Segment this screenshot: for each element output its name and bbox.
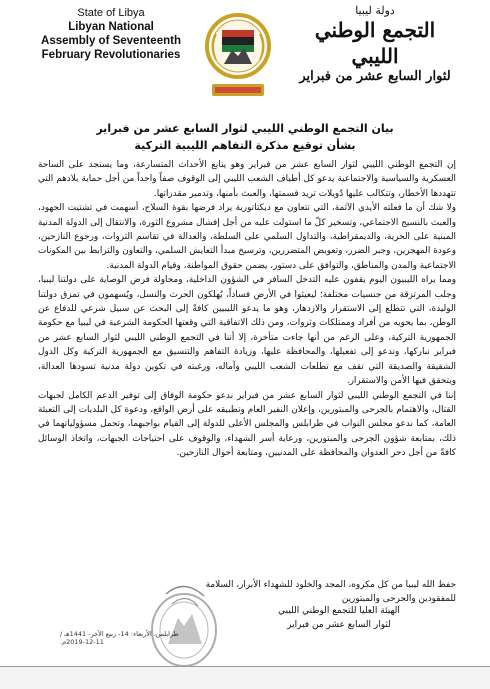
letterhead-ar-sub: لثوار السابع عشر من فبراير <box>299 69 451 84</box>
date-line: طرابلس، الأربعاء: 14- ربيع الآخر- 1441هـ / 11-12-2019م. <box>60 630 179 646</box>
paragraph: ولا شك أن ما فعلته الأيدي الآثمة، التي تتعاون مع ديكتاتورية يراد فرضها بقوة السلاح، أسهمت في تشتيت الجهود، والعبث بالنسيج الاجتماعي، وتسخير كلّ ما استولت عليه من أجل إفشال مشروع الثورة، والانتقال إلى الدولة المدنية المبنية على الحرية، والديمقراطية، والتداول السلمي على السلطة، والعدالة في تقاسم الثروات، ورجوع النازحين، وعودة المهجرين، وجبر الضرر، وتعويض المتضررين، وترسيخ مبدأ التعايش السلمي، والتعاون والترابط بين المكونات الاجتماعية والمدن والمناطق، والتوافق على دستور، يضمن حقوق المواطنة، وقيام الدولة المدنية. <box>38 203 456 271</box>
statement-title <box>0 120 490 154</box>
title-line-2: بشأن توقيع مذكرة التفاهم الليبية التركية <box>134 139 356 152</box>
letterhead-en-line4: February Revolutionaries <box>41 49 181 61</box>
title-line-1: بيان التجمع الوطني الليبي لثوار السابع عشر من فبراير <box>96 122 394 135</box>
assembly-emblem-icon <box>202 4 274 104</box>
signature-block <box>254 604 424 632</box>
statement-body <box>38 158 456 461</box>
letterhead-ar-name: التجمع الوطني الليبي <box>314 18 436 68</box>
arabic-letterhead <box>290 4 460 84</box>
letterhead-en-line3: Assembly of Seventeenth <box>41 35 181 47</box>
official-stamp-icon <box>146 574 222 674</box>
letterhead-ar-state: دولة ليبيا <box>355 4 395 17</box>
paragraph: إننا في التجمع الوطني الليبي لثوار السابع عشر من فبراير ندعو حكومة الوفاق إلى توفير الدعم الكامل لجبهات القتال، والاهتمام بالجرحى والمبتورين، وإعلان النفير العام وتطبيقه على أرض الواقع، ودعوة كل البلديات إلى التعبئة العامة، كما ندعو مجلس النواب في طرابلس والمجلس الأعلى للدولة إلى القيام بواجبهما، وتحمل مسؤولياتهما في ذلك، بمتابعة شؤون الجرحى والمبتورين، ورعاية أسر الشهداء، والوقوف على احتياجات الجبهات، واتخاذ الوسائل كافةً من أجل دحر العدوان والمحافظة على المدنيين، ومتابعة أحوال النازحين. <box>38 390 456 459</box>
english-letterhead <box>36 6 186 62</box>
letterhead-en-line1: State of Libya <box>77 7 145 19</box>
letterhead <box>0 0 490 112</box>
signature-line-1: الهيئة العليا للتجمع الوطني الليبي <box>278 606 400 616</box>
paragraph: ومما يراه الليبيون اليوم يقفون عليه التدخل السافر في الشؤون الداخلية، ومحاولة فرض الوصاية على دولتنا ليبيا، وجلب المرتزقة من جنسيات مختلفة؛ ليعيثوا في الأرض فساداً، يُهلكون الحرث والنسل، ويُسهمون في تمزق دولتنا الوليدة، التي تتطلع إلى الاستقرار والازدهار، وهو ما يدعو الليبيين كافةً إلى البحث عن سبيل شرعي للدفاع عن الوطن، بما يحويه من أفراد وممتلكات وثروات، ومن ذلك الاتفاقية التي وقعتها الحكومة الشرعية في ليبيا مع حكومة الجمهورية التركية، وعلى الرغم من أنها جاءت متأخرة، إلا أننا في التجمع الوطني الليبي لثوار السابع عشر من فبراير نباركها، وندعو إلى تفعيلها، والمحافظة عليها، وزيادة التفاهم والتنسيق مع الجمهورية التركية وكل الدول الشقيقة والصديقة التي تقف مع تطلعات الشعب الليبي وآماله، ورغبته في تكوين دولة مدنية تسودها العدالة، ويتحقق فيها الأمن والاستقرار. <box>38 275 456 387</box>
signature-line-2: لثوار السابع عشر من فبراير <box>287 620 391 630</box>
footer-strip <box>0 667 490 689</box>
letterhead-en-line2: Libyan National <box>68 21 154 33</box>
closing-prayer: حفظ الله ليبيا من كل مكروه، المجد والخلود للشهداء الأبرار، السلامة للمفقودين والجرحى والمبتورين <box>205 580 456 604</box>
paragraph: إن التجمع الوطني الليبي لثوار السابع عشر من فبراير وهو يتابع الأحداث المتسارعة، وما يستجد على الساحة العسكرية والسياسية والاجتماعية يدعو كل أطياف الشعب الليبي إلى الوقوف صفاً واحداً من أجل حماية بلادهم التي تتهددها الأخطار، وتتكالب عليها دُويلات تريد قسمتها، والعبث بأمنها، وتدمير مقدراتها. <box>38 160 456 199</box>
